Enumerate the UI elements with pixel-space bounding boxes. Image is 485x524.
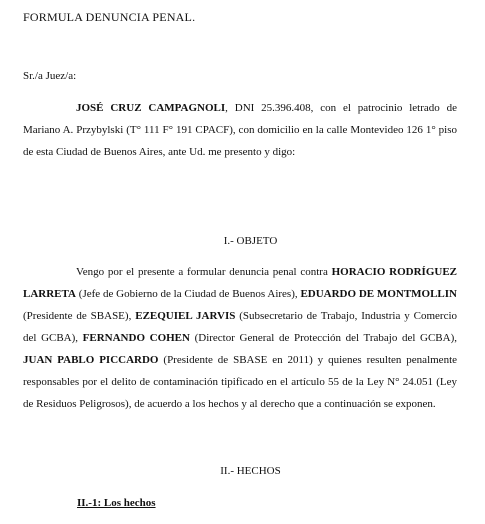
section-heading-objeto: I.- OBJETO — [223, 235, 278, 247]
defendant-role: (Presidente de SBASE), — [23, 310, 136, 322]
intro-text: , DNI 25.396.408, con el patrocinio letrado de Mariano A. Przybylski (T° 111 F° 191 CPACF), con domicilio en la calle Montevideo 126 1° piso de esta Ciudad de Buenos Aires, ante Ud. me presento y digo: — [23, 102, 457, 158]
document-title: FORMULA DENUNCIA PENAL. — [23, 10, 196, 24]
objeto-text-start: Vengo por el presente a formular denuncia penal contra — [76, 266, 332, 278]
defendant-name: FERNANDO COHEN — [82, 332, 190, 344]
intro-paragraph — [23, 97, 457, 163]
defendant-name: EZEQUIEL JARVIS — [135, 310, 236, 322]
defendant-role: (Jefe de Gobierno de la Ciudad de Buenos Aires), — [75, 288, 301, 300]
defendant-name: EDUARDO DE MONTMOLLIN — [300, 288, 457, 300]
defendant-name: JUAN PABLO PICCARDO — [23, 354, 159, 366]
section-heading-hechos: II.- HECHOS — [220, 465, 281, 477]
objeto-paragraph — [23, 261, 457, 415]
objeto-text-end: (Presidente de SBASE en 2011) y quienes resulten penalmente responsables por el delito de contaminación tipificado en el artículo 55 de la Ley N° 24.051 (Ley de Residuos Peligrosos), de acuerdo a los hechos y al derecho que a continuación se exponen. — [23, 354, 458, 410]
salutation: Sr./a Juez/a: — [23, 70, 77, 82]
defendant-role: (Subsecretario de Trabajo, Industria y Comercio del GCBA), — [23, 310, 458, 344]
defendant-role: (Director General de Protección del Trabajo del GCBA), — [189, 332, 457, 344]
subheading-los-hechos: II.-1: Los hechos — [77, 497, 156, 509]
defendant-name: HORACIO RODRÍGUEZ LARRETA — [23, 266, 457, 300]
complainant-name: JOSÉ CRUZ CAMPAGNOLI — [76, 102, 226, 114]
